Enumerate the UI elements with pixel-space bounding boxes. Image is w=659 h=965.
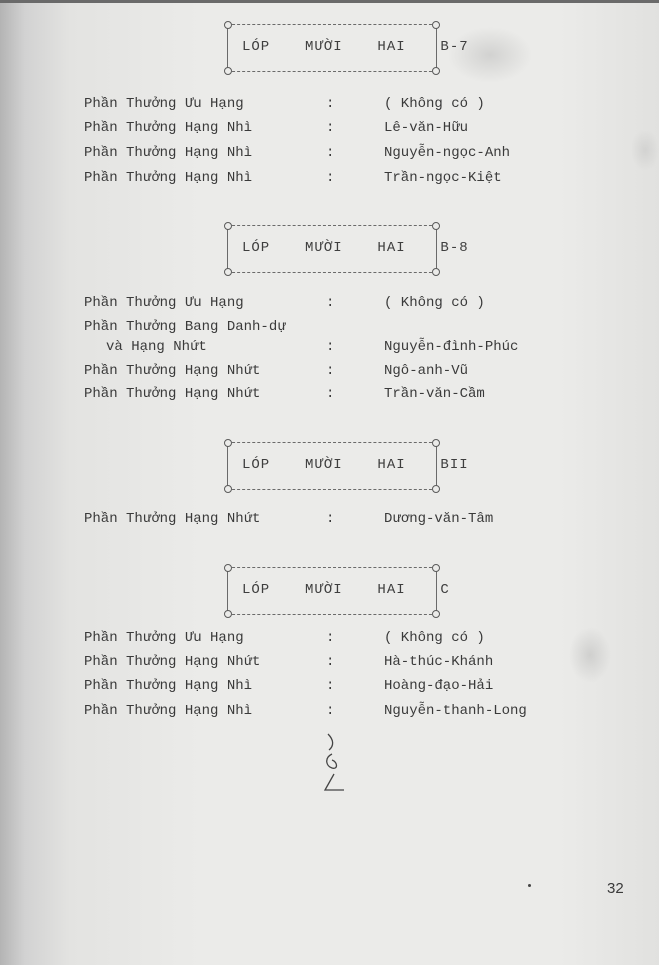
award-row — [84, 654, 604, 676]
corner-circle-icon — [224, 485, 232, 493]
award-label: Phần Thưởng Hạng Nhì — [84, 120, 253, 136]
class-header-bii — [227, 442, 469, 490]
award-label: Phần Thưởng Ưu Hạng — [84, 96, 244, 112]
separator: : — [326, 511, 335, 527]
corner-circle-icon — [432, 610, 440, 618]
separator: : — [326, 386, 335, 402]
recipient-name: Trần-ngọc-Kiệt — [384, 170, 502, 186]
award-label: Phần Thưởng Hạng Nhứt — [84, 363, 261, 379]
award-label: Phần Thưởng Hạng Nhì — [84, 703, 253, 719]
page-number: 32 — [607, 880, 624, 897]
separator: : — [326, 654, 335, 670]
award-row — [84, 295, 604, 317]
recipient-name: Hà-thúc-Khánh — [384, 654, 494, 670]
award-row — [84, 511, 604, 533]
separator: : — [326, 170, 335, 186]
corner-circle-icon — [432, 485, 440, 493]
corner-circle-icon — [432, 21, 440, 29]
award-label: Phần Thưởng Hạng Nhứt — [84, 511, 261, 527]
class-header-b8 — [227, 225, 469, 273]
recipient-name: Lê-văn-Hữu — [384, 120, 469, 136]
end-flourish-icon — [318, 732, 348, 796]
recipient-name: Trần-văn-Cầm — [384, 386, 485, 402]
award-row — [84, 170, 604, 192]
award-label: Phần Thưởng Ưu Hạng — [84, 630, 244, 646]
ink-speck — [528, 884, 531, 887]
award-row — [84, 363, 604, 385]
award-row — [84, 678, 604, 700]
class-title: LÓP MƯỜI HAI B-7 — [242, 39, 469, 55]
corner-circle-icon — [224, 222, 232, 230]
recipient-name: Nguyễn-đình-Phúc — [384, 339, 519, 355]
separator: : — [326, 295, 335, 311]
award-row — [84, 386, 604, 408]
award-label: Phần Thưởng Hạng Nhì — [84, 145, 253, 161]
award-label: Phần Thưởng Hạng Nhứt — [84, 654, 261, 670]
corner-circle-icon — [432, 222, 440, 230]
corner-circle-icon — [224, 21, 232, 29]
separator: : — [326, 703, 335, 719]
class-header-c — [227, 567, 450, 615]
recipient-name: Nguyễn-ngọc-Anh — [384, 145, 511, 161]
award-label: Phần Thưởng Hạng Nhứt — [84, 386, 261, 402]
award-label: Phần Thưởng Bang Danh-dự — [84, 319, 286, 335]
separator: : — [326, 678, 335, 694]
recipient-name: ( Không có ) — [384, 96, 485, 112]
corner-circle-icon — [224, 67, 232, 75]
award-label: Phần Thưởng Hạng Nhì — [84, 170, 253, 186]
award-row — [84, 145, 604, 167]
recipient-name: Hoàng-đạo-Hải — [384, 678, 494, 694]
award-row-line2 — [84, 339, 604, 361]
class-title: LÓP MƯỜI HAI B-8 — [242, 240, 469, 256]
award-row — [84, 703, 604, 725]
award-row-line1 — [84, 319, 604, 341]
separator: : — [326, 630, 335, 646]
class-title: LÓP MƯỜI HAI BII — [242, 457, 469, 473]
separator: : — [326, 96, 335, 112]
corner-circle-icon — [432, 268, 440, 276]
corner-circle-icon — [224, 610, 232, 618]
award-label-continued: và Hạng Nhứt — [106, 339, 207, 355]
recipient-name: Dương-văn-Tâm — [384, 511, 494, 527]
corner-circle-icon — [432, 439, 440, 447]
scan-edge — [0, 0, 659, 3]
award-row — [84, 96, 604, 118]
separator: : — [326, 145, 335, 161]
corner-circle-icon — [224, 564, 232, 572]
corner-circle-icon — [432, 564, 440, 572]
class-title: LÓP MƯỜI HAI C — [242, 582, 450, 598]
award-label: Phần Thưởng Hạng Nhì — [84, 678, 253, 694]
award-label: Phần Thưởng Ưu Hạng — [84, 295, 244, 311]
award-row — [84, 120, 604, 142]
separator: : — [326, 363, 335, 379]
recipient-name: Nguyễn-thanh-Long — [384, 703, 527, 719]
class-header-b7 — [227, 24, 469, 72]
corner-circle-icon — [224, 268, 232, 276]
separator: : — [326, 120, 335, 136]
award-row — [84, 630, 604, 652]
corner-circle-icon — [224, 439, 232, 447]
recipient-name: ( Không có ) — [384, 295, 485, 311]
corner-circle-icon — [432, 67, 440, 75]
recipient-name: Ngô-anh-Vũ — [384, 363, 469, 379]
recipient-name: ( Không có ) — [384, 630, 485, 646]
separator: : — [326, 339, 335, 355]
